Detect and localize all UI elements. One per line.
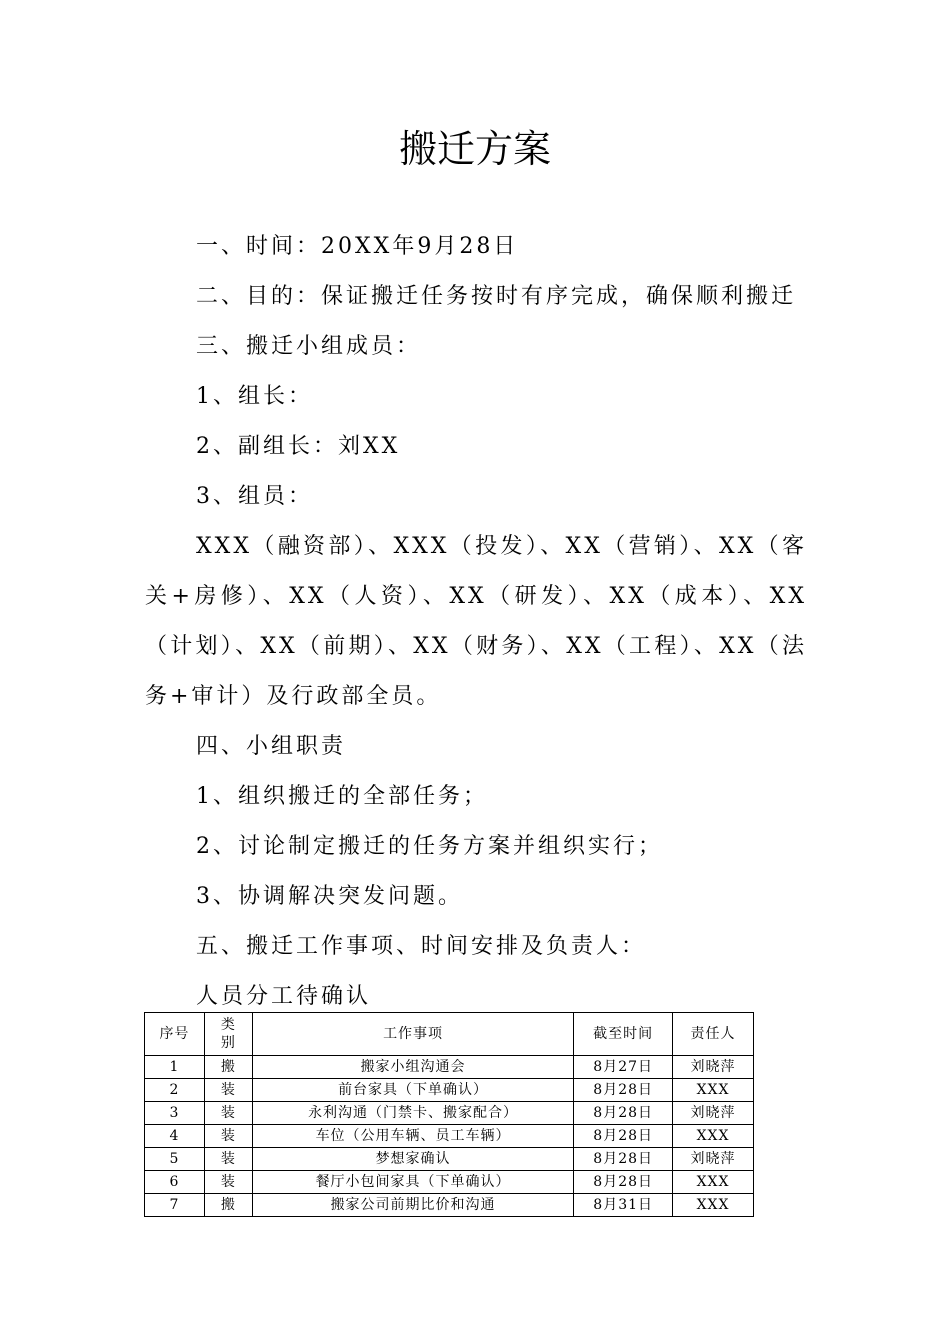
cell-deadline: 8月27日 (574, 1056, 673, 1079)
cell-deadline: 8月28日 (574, 1171, 673, 1194)
table-row (145, 1125, 754, 1148)
cell-index: 4 (145, 1125, 205, 1148)
table-row (145, 1171, 754, 1194)
cell-category: 搬 (204, 1056, 252, 1079)
paragraph-duty-1: 1、组织搬迁的全部任务； (196, 784, 488, 809)
table-row (145, 1102, 754, 1125)
cell-owner: XXX (673, 1079, 754, 1102)
cell-index: 1 (145, 1056, 205, 1079)
cell-task: 搬家小组沟通会 (252, 1056, 573, 1079)
paragraph-duty-3: 3、协调解决突发问题。 (196, 884, 463, 909)
paragraph-members: 3、组员： (196, 484, 313, 509)
cell-index: 6 (145, 1171, 205, 1194)
table-header-row (145, 1013, 754, 1056)
cell-owner: XXX (673, 1171, 754, 1194)
document-body (145, 222, 807, 1022)
cell-task: 餐厅小包间家具（下单确认） (252, 1171, 573, 1194)
cell-index: 7 (145, 1194, 205, 1217)
cell-index: 5 (145, 1148, 205, 1171)
cell-category: 装 (204, 1171, 252, 1194)
cell-index: 2 (145, 1079, 205, 1102)
cell-category: 装 (204, 1125, 252, 1148)
cell-owner: 刘晓萍 (673, 1148, 754, 1171)
cell-task: 前台家具（下单确认） (252, 1079, 573, 1102)
cell-category: 装 (204, 1148, 252, 1171)
header-category: 类别 (204, 1013, 252, 1056)
paragraph-duties-heading: 四、小组职责 (196, 734, 347, 759)
paragraph-duty-2: 2、讨论制定搬迁的任务方案并组织实行； (196, 834, 663, 859)
cell-category: 装 (204, 1079, 252, 1102)
cell-category: 装 (204, 1102, 252, 1125)
cell-deadline: 8月28日 (574, 1148, 673, 1171)
paragraph-schedule-heading: 五、搬迁工作事项、时间安排及负责人： (196, 934, 647, 959)
cell-task: 梦想家确认 (252, 1148, 573, 1171)
cell-task: 永利沟通（门禁卡、搬家配合） (252, 1102, 573, 1125)
header-owner: 责任人 (673, 1013, 754, 1056)
header-deadline: 截至时间 (574, 1013, 673, 1056)
schedule-table (144, 1012, 754, 1217)
cell-deadline: 8月28日 (574, 1102, 673, 1125)
paragraph-purpose: 二、目的：保证搬迁任务按时有序完成，确保顺利搬迁 (196, 284, 797, 309)
paragraph-time: 一、时间：20XX年9月28日 (196, 234, 519, 259)
cell-deadline: 8月31日 (574, 1194, 673, 1217)
cell-deadline: 8月28日 (574, 1125, 673, 1148)
table-row (145, 1194, 754, 1217)
paragraph-leader: 1、组长： (196, 384, 313, 409)
cell-task: 车位（公用车辆、员工车辆） (252, 1125, 573, 1148)
cell-task: 搬家公司前期比价和沟通 (252, 1194, 573, 1217)
document-title: 搬迁方案 (398, 127, 551, 171)
cell-deadline: 8月28日 (574, 1079, 673, 1102)
table-row (145, 1148, 754, 1171)
paragraph-deputy-leader: 2、副组长：刘XX (196, 434, 401, 459)
cell-owner: 刘晓萍 (673, 1102, 754, 1125)
table-row (145, 1056, 754, 1079)
cell-index: 3 (145, 1102, 205, 1125)
paragraph-member-list: XXX（融资部）、XXX（投发）、XX（营销）、XX（客关+房修）、XX（人资）、XX（研发）、XX（成本）、XX（计划）、XX（前期）、XX（财务）、XX（工程）、XX（法务+审计）及行政部全员。 (145, 534, 807, 709)
paragraph-note: 人员分工待确认 (196, 984, 372, 1009)
paragraph-members-heading: 三、搬迁小组成员： (196, 334, 422, 359)
header-index: 序号 (145, 1013, 205, 1056)
cell-owner: XXX (673, 1194, 754, 1217)
cell-owner: XXX (673, 1125, 754, 1148)
cell-owner: 刘晓萍 (673, 1056, 754, 1079)
table-row (145, 1079, 754, 1102)
cell-category: 搬 (204, 1194, 252, 1217)
header-task: 工作事项 (252, 1013, 573, 1056)
